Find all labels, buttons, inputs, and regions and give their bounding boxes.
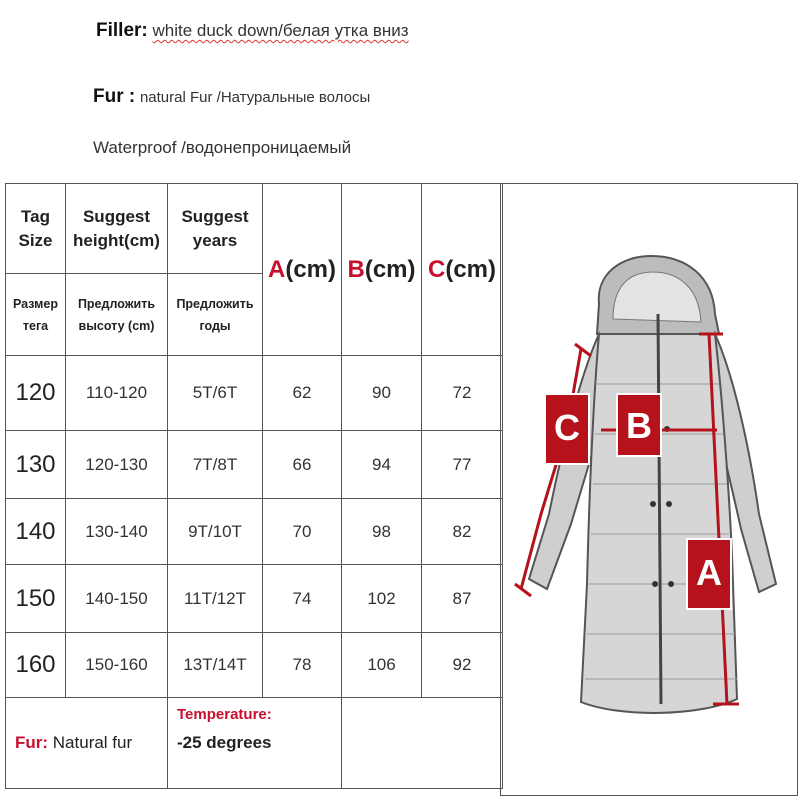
footer-empty bbox=[342, 698, 503, 789]
cell-tag: 130 bbox=[6, 431, 66, 499]
footer-fur bbox=[6, 698, 168, 789]
header-suggest-height: Suggest height(cm) bbox=[66, 184, 168, 274]
cell-c: 77 bbox=[422, 431, 503, 499]
size-table bbox=[5, 183, 503, 789]
label-b: B bbox=[626, 405, 652, 446]
cell-c: 87 bbox=[422, 565, 503, 633]
header-b: B(cm) bbox=[342, 184, 422, 356]
cell-a: 66 bbox=[263, 431, 342, 499]
table-row bbox=[6, 499, 503, 565]
filler-label: Filler: bbox=[96, 20, 148, 41]
fur-value: natural Fur /Натуральные волосы bbox=[139, 89, 371, 106]
label-a: A bbox=[696, 552, 722, 593]
header-c: C(cm) bbox=[422, 184, 503, 356]
fur-label: Fur : bbox=[93, 86, 136, 107]
header-a: A(cm) bbox=[263, 184, 342, 356]
cell-a: 78 bbox=[263, 633, 342, 698]
subheader-suggest-years: Предложить годы bbox=[168, 274, 263, 356]
cell-b: 98 bbox=[342, 499, 422, 565]
header-row bbox=[6, 184, 503, 274]
table-row bbox=[6, 356, 503, 431]
footer-temperature-label: Temperature: bbox=[177, 706, 272, 723]
cell-years: 11T/12T bbox=[168, 565, 263, 633]
coat-diagram bbox=[501, 184, 797, 795]
cell-tag: 150 bbox=[6, 565, 66, 633]
cell-height: 130-140 bbox=[66, 499, 168, 565]
cell-b: 90 bbox=[342, 356, 422, 431]
cell-tag: 120 bbox=[6, 356, 66, 431]
label-c-box bbox=[545, 394, 589, 464]
cell-tag: 160 bbox=[6, 633, 66, 698]
cell-b: 102 bbox=[342, 565, 422, 633]
cell-height: 110-120 bbox=[66, 356, 168, 431]
footer-temperature bbox=[168, 698, 342, 789]
filler-spec bbox=[96, 20, 409, 42]
waterproof-spec: Waterproof /водонепроницаемый bbox=[93, 138, 352, 157]
table-row bbox=[6, 565, 503, 633]
cell-height: 140-150 bbox=[66, 565, 168, 633]
footer-fur-value: Natural fur bbox=[52, 733, 133, 752]
table-row bbox=[6, 633, 503, 698]
header-tag-size: Tag Size bbox=[6, 184, 66, 274]
cell-height: 150-160 bbox=[66, 633, 168, 698]
coat-diagram-frame bbox=[500, 183, 798, 796]
subheader-tag-size: Размер тега bbox=[6, 274, 66, 356]
cell-a: 62 bbox=[263, 356, 342, 431]
cell-a: 70 bbox=[263, 499, 342, 565]
label-a-box bbox=[687, 539, 731, 609]
cell-b: 106 bbox=[342, 633, 422, 698]
header-suggest-years: Suggest years bbox=[168, 184, 263, 274]
cell-c: 92 bbox=[422, 633, 503, 698]
label-b-box bbox=[617, 394, 661, 456]
footer-row bbox=[6, 698, 503, 789]
cell-years: 13T/14T bbox=[168, 633, 263, 698]
fur-spec bbox=[93, 86, 370, 108]
table-row bbox=[6, 431, 503, 499]
filler-value: white duck down/белая утка вниз bbox=[152, 21, 409, 40]
cell-tag: 140 bbox=[6, 499, 66, 565]
cell-height: 120-130 bbox=[66, 431, 168, 499]
label-c: C bbox=[554, 407, 580, 448]
subheader-suggest-height: Предложить высоту (cm) bbox=[66, 274, 168, 356]
cell-b: 94 bbox=[342, 431, 422, 499]
cell-years: 9T/10T bbox=[168, 499, 263, 565]
cell-years: 7T/8T bbox=[168, 431, 263, 499]
cell-a: 74 bbox=[263, 565, 342, 633]
footer-fur-label: Fur: bbox=[15, 733, 49, 752]
cell-years: 5T/6T bbox=[168, 356, 263, 431]
cell-c: 82 bbox=[422, 499, 503, 565]
cell-c: 72 bbox=[422, 356, 503, 431]
footer-temperature-value: -25 degrees bbox=[177, 733, 272, 752]
